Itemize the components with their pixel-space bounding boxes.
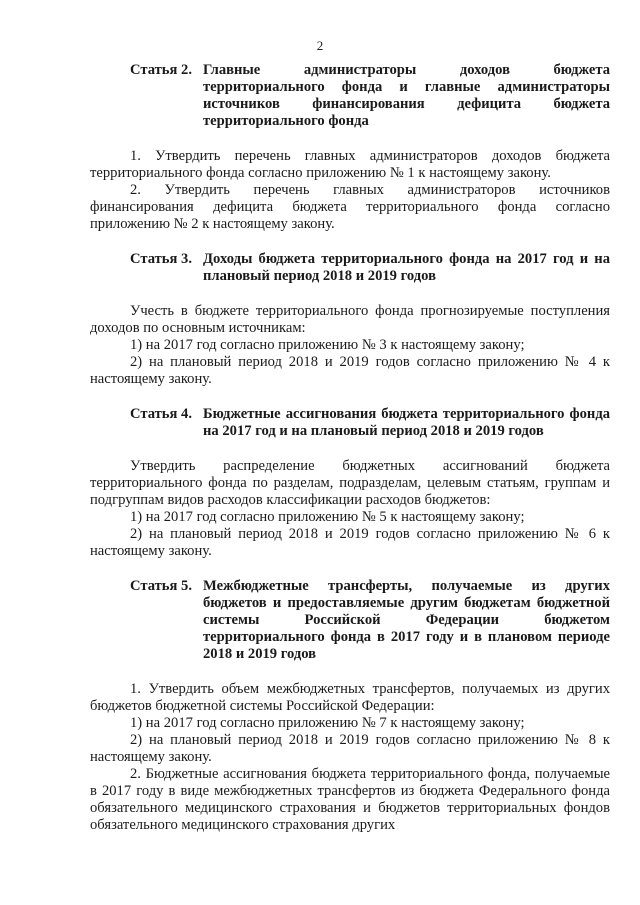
article-label: Статья 3.: [130, 251, 192, 267]
paragraph: 2. Бюджетные ассигнования бюджета территориального фонда, получаемые в 2017 году в виде межбюджетных трансфертов из бюджета Федерального фонда обязательного медицинского страхования и бюджетов территориальных фондов обязательного медицинского страхования других: [90, 766, 610, 833]
page-number: 2: [316, 38, 324, 53]
paragraph: Утвердить распределение бюджетных ассигнований бюджета территориального фонда по разделам, подразделам, целевым статьям, группам и подгруппам видов расходов классификации расходов бюджетов:: [90, 458, 610, 508]
paragraph: 2) на плановый период 2018 и 2019 годов согласно приложению № 4 к настоящему закону.: [90, 354, 610, 387]
paragraph: 2) на плановый период 2018 и 2019 годов согласно приложению № 6 к настоящему закону.: [90, 526, 610, 559]
paragraph: Учесть в бюджете территориального фонда прогнозируемые поступления доходов по основным источникам:: [90, 303, 610, 336]
article-label: Статья 2.: [130, 62, 192, 78]
paragraph: 1) на 2017 год согласно приложению № 7 к настоящему закону;: [130, 715, 525, 731]
document-body: [90, 62, 610, 852]
article-3-body: [90, 303, 610, 388]
article-2-heading: [90, 62, 610, 130]
article-title: Главные администраторы доходов бюджета территориального фонда и главные администраторы источников финансирования дефицита бюджета территориального фонда: [203, 62, 610, 129]
article-label: Статья 4.: [130, 406, 192, 422]
article-label: Статья 5.: [130, 578, 192, 594]
article-3-heading: [90, 251, 610, 285]
paragraph: 1. Утвердить объем межбюджетных трансфертов, получаемых из других бюджетов бюджетной системы Российской Федерации:: [90, 681, 610, 714]
paragraph: 1) на 2017 год согласно приложению № 5 к настоящему закону;: [130, 509, 525, 525]
article-5-body: [90, 681, 610, 834]
paragraph: 1) на 2017 год согласно приложению № 3 к настоящему закону;: [130, 337, 525, 353]
paragraph: 1. Утвердить перечень главных администраторов доходов бюджета территориального фонда согласно приложению № 1 к настоящему закону.: [90, 148, 610, 181]
article-4-heading: [90, 406, 610, 440]
article-4-body: [90, 458, 610, 560]
paragraph: 2) на плановый период 2018 и 2019 годов согласно приложению № 8 к настоящему закону.: [90, 732, 610, 765]
article-5-heading: [90, 578, 610, 663]
article-title: Межбюджетные трансферты, получаемые из других бюджетов и предоставляемые другим бюджетам бюджетной системы Российской Федерации бюджетом территориального фонда в 2017 году и в плановом периоде 2018 и 2019 годов: [203, 578, 610, 662]
article-title: Бюджетные ассигнования бюджета территориального фонда на 2017 год и на плановый период 2018 и 2019 годов: [203, 406, 610, 439]
article-title: Доходы бюджета территориального фонда на 2017 год и на плановый период 2018 и 2019 годов: [203, 251, 610, 284]
paragraph: 2. Утвердить перечень главных администраторов источников финансирования дефицита бюджета территориального фонда согласно приложению № 2 к настоящему закону.: [90, 182, 610, 232]
article-2-body: [90, 148, 610, 233]
